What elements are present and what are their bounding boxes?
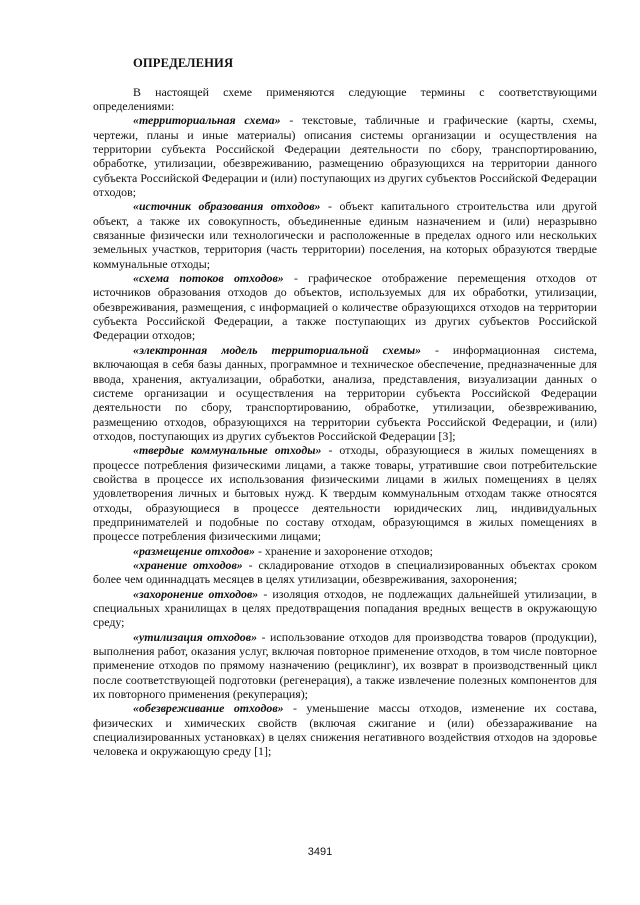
page-number: 3491 [307, 846, 333, 858]
definition-text: - объект капитального строительства или другой объект, а также их совокупность, объединенные единым назначением и (или) неразрывно связанные физически или технологически и расположенные в пределах одного или нескольких земельных участков, территория (часть территории) поселения, на которых образуются твердые коммунальные отходы; [93, 199, 597, 271]
definition-solid-municipal-waste [93, 443, 597, 543]
definition-text: - использование отходов для производства товаров (продукции), выполнения работ, оказания услуг, включая повторное применение отходов, в том числе повторное применение отходов по прямому назначению (рециклинг), их возврат в производственный цикл после соответствующей подготовки (регенерация), а также извлечение полезных компонентов для их повторного применения (рекуперация); [93, 629, 597, 702]
intro-paragraph: В настоящей схеме применяются следующие термины с соответствующими определениями: [93, 84, 597, 113]
definition-waste-storage [93, 558, 597, 587]
definition-term: «источник образования отходов» [133, 199, 321, 214]
page-title: ОПРЕДЕЛЕНИЯ [133, 56, 234, 70]
definition-text: - изоляция отходов, не подлежащих дальнейшей утилизации, в специальных хранилищах в целях предотвращения попадания вредных веществ в окружающую среду; [93, 586, 597, 630]
definition-term: «утилизация отходов» [133, 629, 258, 644]
definition-term: «хранение отходов» [133, 557, 243, 572]
definition-term: «электронная модель территориальной схемы» [133, 342, 422, 357]
definition-text: - складирование отходов в специализированных объектах сроком более чем одиннадцать месяцев в целях утилизации, обезвреживания, захоронения; [93, 557, 598, 587]
definition-term: «размещение отходов» [133, 543, 255, 558]
definition-waste-flow-scheme [93, 271, 597, 343]
definition-territorial-scheme [93, 113, 597, 199]
definition-waste-burial [93, 587, 597, 630]
definition-waste-utilization [93, 630, 597, 702]
definition-text: - информационная система, включающая в себя базы данных, программное и техническое обеспечение, предназначенные для ввода, хранения, актуализации, обработки, анализа, представления, визуализации данных о системе организации и осуществления на территории субъекта Российской Федерации деятельности по сбору, транспортированию, обработке, утилизации, обезвреживанию, размещению отходов, образующихся на территории субъекта Российской Федерации, и (или) отходов, поступающих из других субъектов Российской Федерации [3]; [93, 342, 597, 443]
definition-text: - текстовые, табличные и графические (карты, схемы, чертежи, планы и иные материалы) описания системы организации и осуществления на территории субъекта Российской Федерации деятельности по сбору, транспортированию, обработке, утилизации, обезвреживанию, размещению образующихся на территории данного субъекта Российской Федерации и (или) поступающих из других субъектов Российской Федерации отходов; [93, 113, 598, 200]
definition-term: «территориальная схема» [133, 113, 281, 128]
definition-waste-neutralization [93, 701, 597, 758]
definition-text: - графическое отображение перемещения отходов от источников образования отходов до объектов, используемых для их обработки, утилизации, обезвреживания, размещения, с информацией о количестве образующихся отходов на территории субъекта Российской Федерации, а также поступающих из других субъектов Российской Федерации отходов; [93, 271, 597, 343]
definition-waste-placement [93, 544, 597, 558]
definition-electronic-model [93, 343, 597, 443]
definition-waste-source [93, 199, 597, 271]
definition-text: - отходы, образующиеся в жилых помещениях в процессе потребления физическими лицами, а также товары, утратившие свои потребительские свойства в процессе их использования физическими лицами в жилых помещениях в целях удовлетворения личных и бытовых нужд. К твердым коммунальным отходам также относятся отходы, образующиеся в процессе деятельности юридических лиц, индивидуальных предпринимателей и подобные по составу отходам, образующимся в жилых помещениях в процессе потребления физическими лицами; [93, 443, 598, 544]
definition-term: «схема потоков отходов» [133, 271, 284, 286]
definition-text: - уменьшение массы отходов, изменение их состава, физических и химических свойств (включая сжигание и (или) обеззараживание на специализированных установках) в целях снижения негативного воздействия отходов на здоровье человека и окружающую среду [1]; [93, 701, 597, 759]
definition-text: - хранение и захоронение отходов; [254, 543, 433, 558]
definition-term: «твердые коммунальные отходы» [133, 443, 322, 458]
definition-term: «захоронение отходов» [133, 586, 259, 601]
definition-term: «обезвреживание отходов» [133, 701, 284, 716]
document-page [93, 56, 597, 759]
